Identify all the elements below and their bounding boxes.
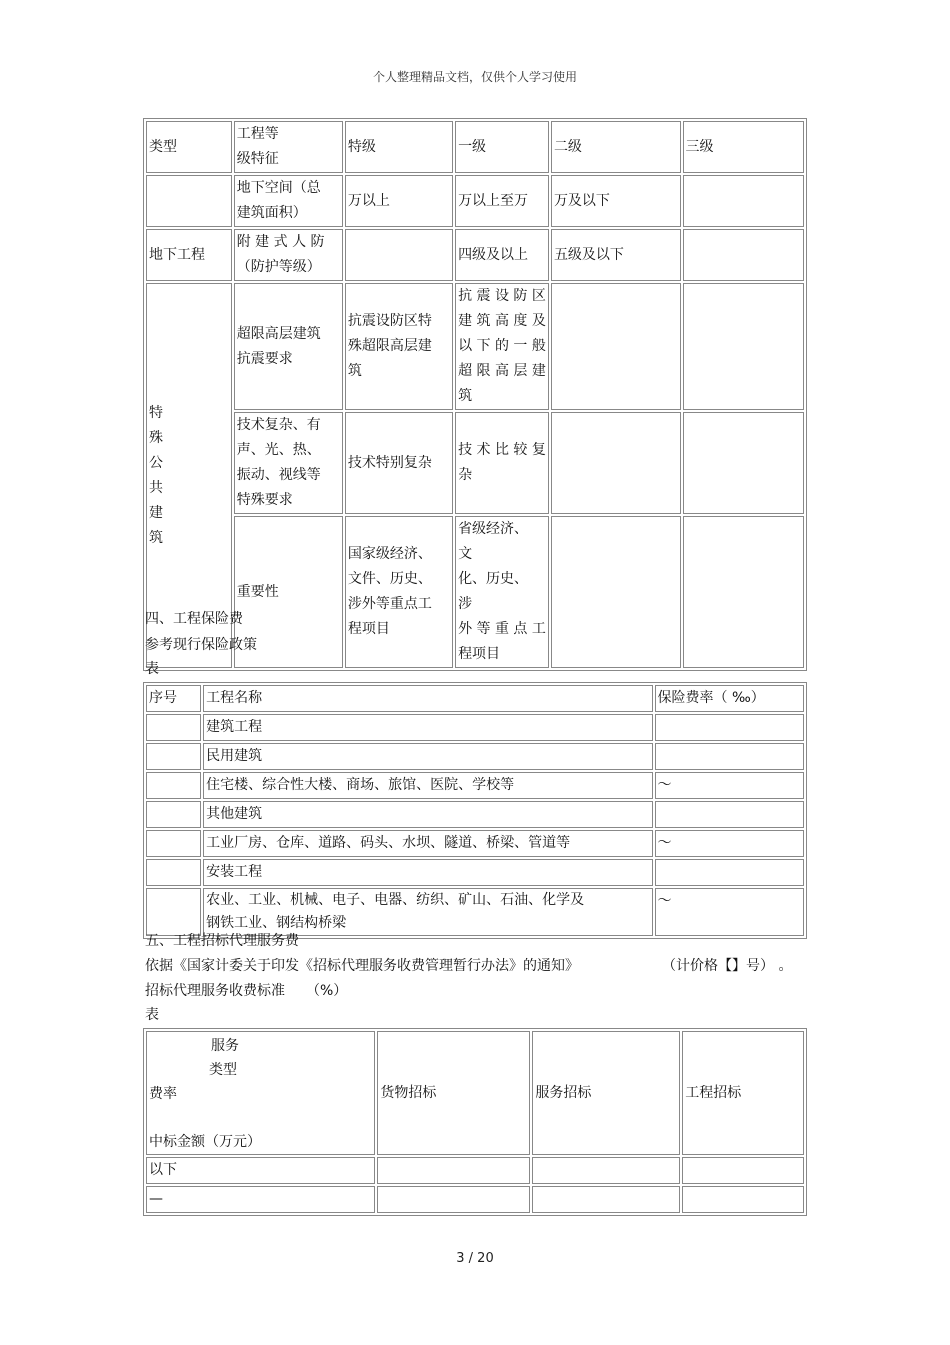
section5-line2: 招标代理服务收费标准 （%） — [145, 983, 348, 999]
table-cell: 技 术 比 较 复 杂 — [455, 412, 549, 514]
table-cell: 超限高层建筑 抗震要求 — [234, 283, 343, 410]
table-cell: 地下工程 — [146, 229, 232, 281]
th-engineering: 工程招标 — [682, 1031, 804, 1155]
table-cell — [146, 830, 201, 857]
table-cell: 地下空间（总 建筑面积） — [234, 175, 343, 227]
table-cell: 建筑工程 — [203, 714, 652, 741]
table-cell: 万以上至万 — [455, 175, 549, 227]
table-cell — [146, 714, 201, 741]
table-cell — [683, 412, 804, 514]
insurance-rate-table — [143, 682, 807, 939]
table-cell: ～ — [655, 772, 804, 799]
table-cell — [551, 412, 681, 514]
table-cell — [683, 175, 804, 227]
corner-rate: 费率 — [149, 1086, 177, 1102]
table-cell: 五级及以下 — [551, 229, 681, 281]
table-cell — [532, 1186, 680, 1213]
table-cell: 技术特别复杂 — [345, 412, 453, 514]
table-cell: 技术复杂、有 声、光、热、 振动、视线等 特殊要求 — [234, 412, 343, 514]
section5-line1-code: （计价格【】号） 。 — [662, 958, 793, 974]
section4-line2: 表 — [145, 661, 159, 677]
th-grade1: 一级 — [455, 121, 549, 173]
th-rate: 保险费率（ ‰） — [655, 685, 804, 712]
corner-service: 服务 — [211, 1038, 239, 1054]
table-cell — [146, 801, 201, 828]
th-no: 序号 — [146, 685, 201, 712]
table-cell — [683, 229, 804, 281]
table-cell — [532, 1157, 680, 1184]
table-cell — [683, 516, 804, 668]
corner-header — [146, 1031, 375, 1155]
table-cell: 民用建筑 — [203, 743, 652, 770]
table-cell — [146, 743, 201, 770]
th-special: 特级 — [345, 121, 453, 173]
table-cell — [655, 801, 804, 828]
section5-line1: 依据《国家计委关于印发《招标代理服务收费管理暂行办法》的通知》 — [145, 958, 579, 974]
table-cell — [377, 1157, 530, 1184]
page-header: 个人整理精品文档，仅供个人学习使用 — [372, 70, 577, 84]
table-cell — [146, 859, 201, 886]
section4-title: 四、工程保险费 — [145, 611, 243, 627]
th-grade3: 三级 — [683, 121, 804, 173]
table-cell — [345, 229, 453, 281]
table-cell: 抗震设防区特 殊超限高层建 筑 — [345, 283, 453, 410]
table-cell — [146, 175, 232, 227]
table-cell — [683, 283, 804, 410]
table-cell: 以下 — [146, 1157, 375, 1184]
table-cell: 住宅楼、综合性大楼、商场、旅馆、医院、学校等 — [203, 772, 652, 799]
th-feature: 工程等 级特征 — [234, 121, 343, 173]
corner-spacer — [149, 1106, 372, 1130]
table-cell — [655, 743, 804, 770]
table-cell: 抗 震 设 防 区 建 筑 高 度 及 以 下 的 一 般 超 限 高 层 建 筑 — [455, 283, 549, 410]
table-cell: 万及以下 — [551, 175, 681, 227]
table-cell — [551, 516, 681, 668]
th-grade2: 二级 — [551, 121, 681, 173]
th-type: 类型 — [146, 121, 232, 173]
tender-agency-fee-table — [143, 1028, 807, 1216]
table-cell — [551, 283, 681, 410]
table-cell: 安装工程 — [203, 859, 652, 886]
table-cell — [655, 859, 804, 886]
table-cell: ～ — [655, 830, 804, 857]
section5-line3: 表 — [145, 1007, 159, 1023]
th-service: 服务招标 — [532, 1031, 680, 1155]
table-cell: 万以上 — [345, 175, 453, 227]
table-cell: 国家级经济、 文件、历史、 涉外等重点工 程项目 — [345, 516, 453, 668]
table-cell: ～ — [655, 888, 804, 936]
table-cell: 重要性 — [234, 516, 343, 668]
table-cell — [146, 772, 201, 799]
th-goods: 货物招标 — [377, 1031, 530, 1155]
table-cell — [682, 1186, 804, 1213]
table-cell: 工业厂房、仓库、道路、码头、水坝、隧道、桥梁、管道等 — [203, 830, 652, 857]
th-name: 工程名称 — [203, 685, 652, 712]
section5-title: 五、工程招标代理服务费 — [145, 933, 299, 949]
group-label-special-public: 特 殊 公 共 建 筑 — [146, 283, 232, 668]
corner-type: 类型 — [209, 1062, 237, 1078]
section4-line1: 参考现行保险政策 — [145, 637, 257, 653]
table-cell — [682, 1157, 804, 1184]
table-cell: 其他建筑 — [203, 801, 652, 828]
engineering-grade-table — [143, 118, 807, 671]
table-cell: 农业、工业、机械、电子、电器、纺织、矿山、石油、化学及 钢铁工业、钢结构桥梁 — [203, 888, 652, 936]
table-cell: 省级经济、 文 化、历史、 涉 外 等 重 点 工 程项目 — [455, 516, 549, 668]
corner-amount: 中标金额（万元） — [149, 1134, 261, 1150]
page-number: 3 / 20 — [456, 1251, 494, 1266]
table-cell — [655, 714, 804, 741]
table-cell — [377, 1186, 530, 1213]
table-cell: — — [146, 1186, 375, 1213]
table-cell: 四级及以上 — [455, 229, 549, 281]
table-cell: 附 建 式 人 防 （防护等级） — [234, 229, 343, 281]
